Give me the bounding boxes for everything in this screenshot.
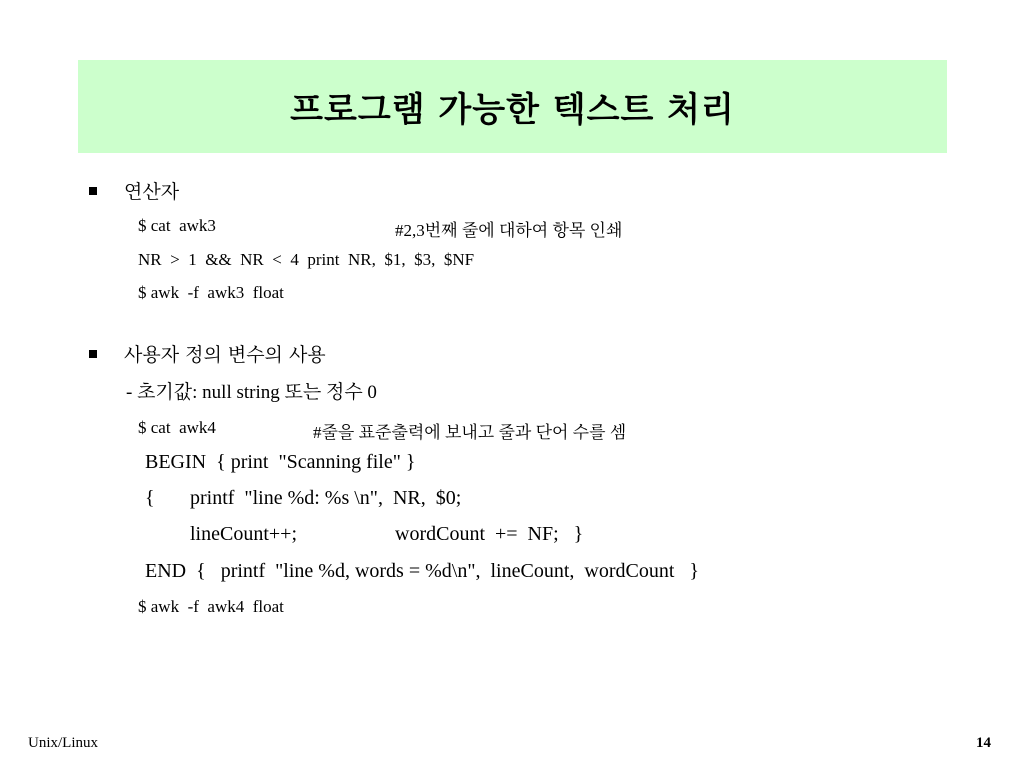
code-line-cat-awk3: $ cat awk3 [138,216,216,235]
code-comment-awk4: #줄을 표준출력에 보내고 줄과 단어 수를 셈 [313,423,627,442]
code-line-end: END { printf "line %d, words = %d\n", lineCount, wordCount } [145,560,699,582]
code-line-linecount: lineCount++; [190,523,298,545]
code-line-wordcount: wordCount += NF; } [395,523,584,545]
section-heading-user-variables: 사용자 정의 변수의 사용 [124,344,326,366]
code-comment-awk3: #2,3번째 줄에 대하여 항목 인쇄 [395,221,623,240]
code-brace-open: { [145,487,155,509]
title-banner [78,60,947,153]
bullet-operators [89,187,97,195]
code-line-awk-run-awk3: $ awk -f awk3 float [138,283,284,302]
slide-title: 프로그램 가능한 텍스트 처리 [290,90,735,130]
section-heading-operators: 연산자 [124,181,180,203]
code-line-awk-run-awk4: $ awk -f awk4 float [138,597,284,616]
code-line-cat-awk4: $ cat awk4 [138,418,216,437]
code-line-begin: BEGIN { print "Scanning file" } [145,451,416,473]
footer-course-label: Unix/Linux [28,735,98,751]
code-line-nr-condition: NR > 1 && NR < 4 print NR, $1, $3, $NF [138,250,475,269]
bullet-user-variables [89,350,97,358]
page-number: 14 [976,735,991,751]
code-line-printf: printf "line %d: %s \n", NR, $0; [190,487,462,509]
init-value-line: - 초기값: null string 또는 정수 0 [126,382,377,403]
